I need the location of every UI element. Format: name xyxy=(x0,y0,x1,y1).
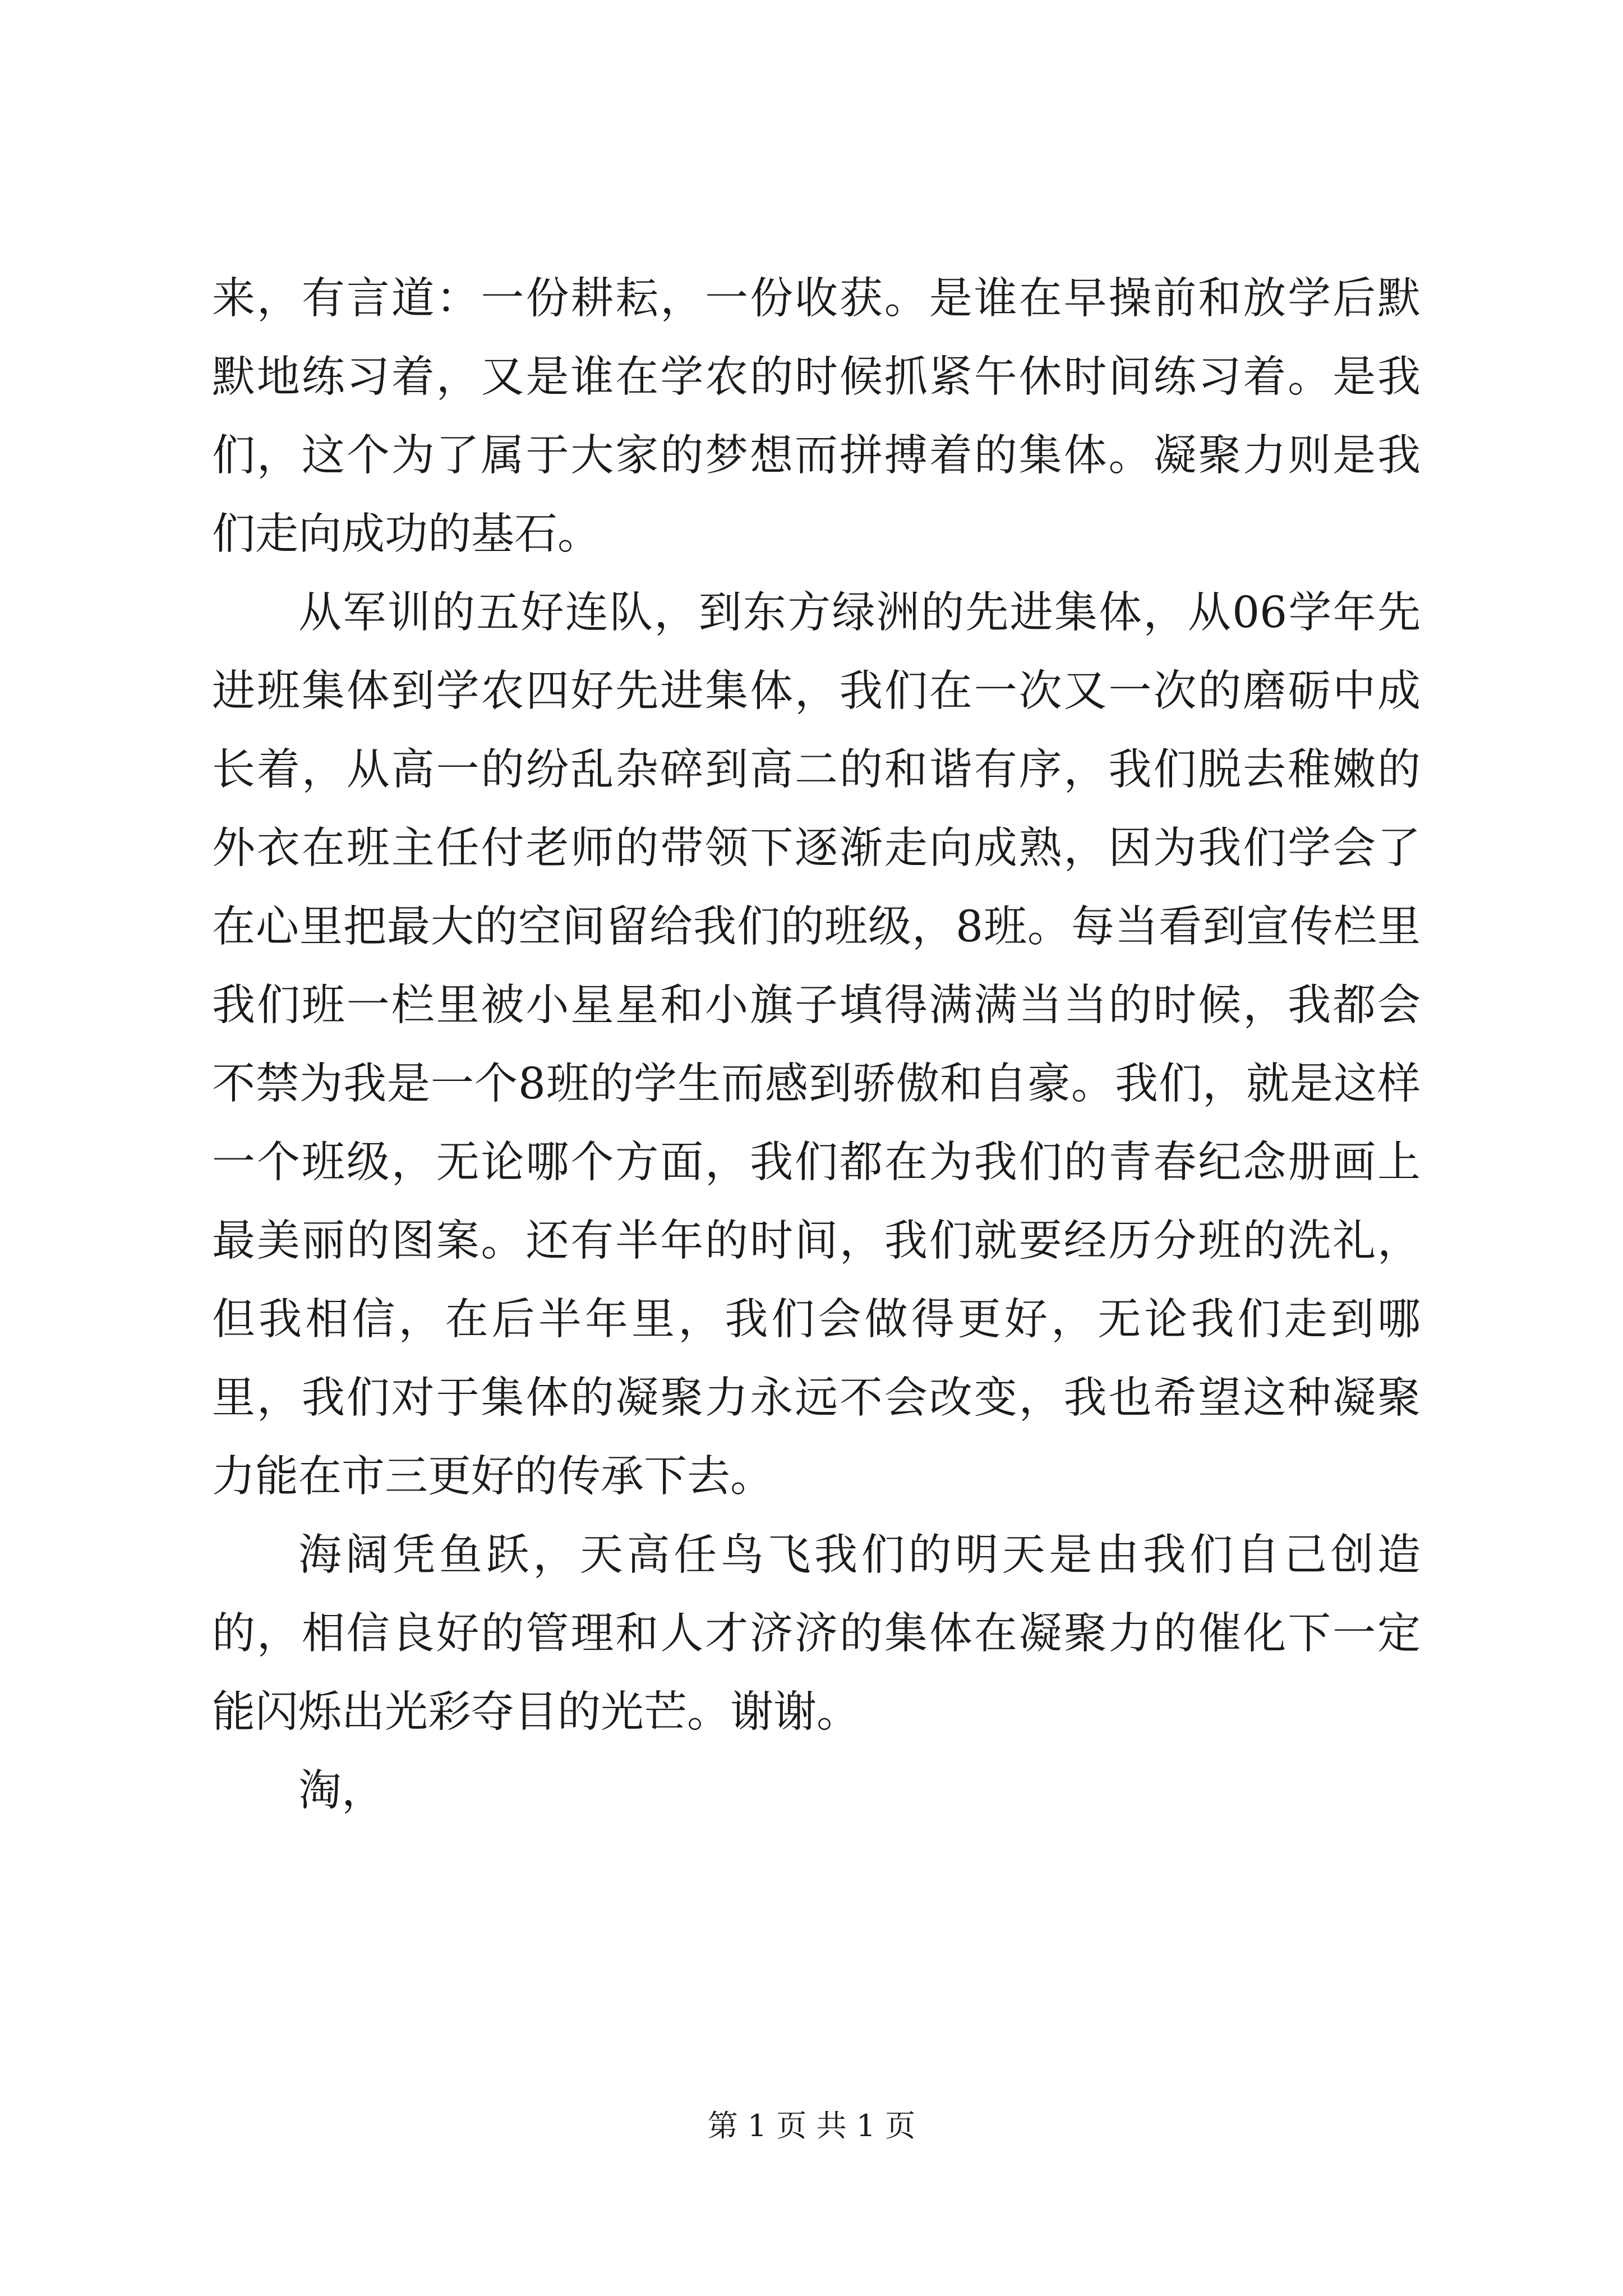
paragraph-2: 从军训的五好连队，到东方绿洲的先进集体，从06学年先进班集体到学农四好先进集体，我们在一次又一次的磨砺中成长着，从高一的纷乱杂碎到高二的和谐有序，我们脱去稚嫩的外衣在班主任付老师的带领下逐渐走向成熟，因为我们学会了在心里把最大的空间留给我们的班级，8班。每当看到宣传栏里我们班一栏里被小星星和小旗子填得满满当当的时候，我都会不禁为我是一个8班的学生而感到骄傲和自豪。我们，就是这样一个班级，无论哪个方面，我们都在为我们的青春纪念册画上最美丽的图案。还有半年的时间，我们就要经历分班的洗礼，但我相信，在后半年里，我们会做得更好，无论我们走到哪里，我们对于集体的凝聚力永远不会改变，我也希望这种凝聚力能在市三更好的传承下去。 xyxy=(212,588,1421,1502)
paragraph-3: 海阔凭鱼跃，天高任鸟飞我们的明天是由我们自己创造的，相信良好的管理和人才济济的集体在凝聚力的催化下一定能闪烁出光彩夺目的光芒。谢谢。 xyxy=(212,1530,1421,1737)
paragraph-4: 淘， xyxy=(298,1766,385,1816)
paragraph-1: 来，有言道：一份耕耘，一份收获。是谁在早操前和放学后默默地练习着，又是谁在学农的时候抓紧午休时间练习着。是我们，这个为了属于大家的梦想而拼搏着的集体。凝聚力则是我们走向成功的基石。 xyxy=(212,274,1421,559)
document-body xyxy=(212,260,1421,1830)
page-footer: 第 1 页 共 1 页 xyxy=(707,2108,916,2143)
